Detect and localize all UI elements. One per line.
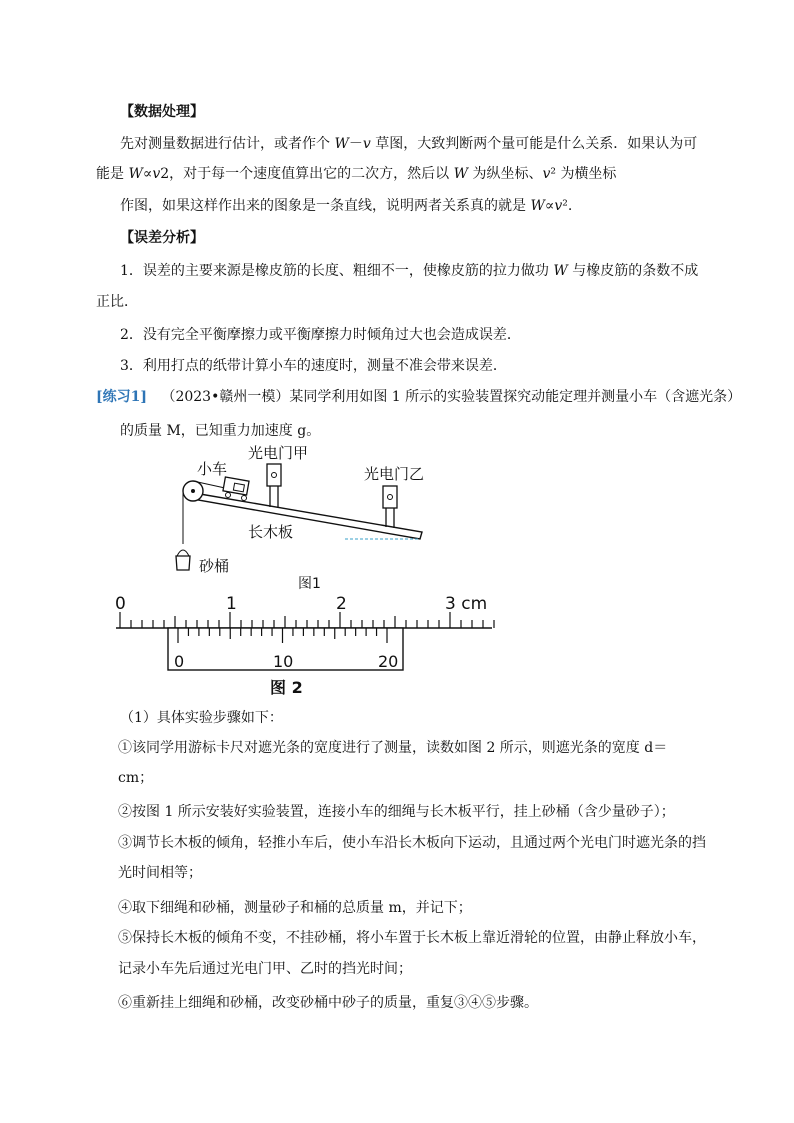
figure1-apparatus [170, 444, 440, 594]
cart-wheel [226, 493, 231, 498]
main-label: 0 [115, 594, 126, 614]
text: （2023•赣州一模）某同学利用如图 1 所示的实验装置探究动能定理并测量小车（含遮光条） [161, 389, 742, 405]
step-line: 记录小车先后通过光电门甲、乙时的挡光时间； [118, 961, 412, 977]
text: ∝ [544, 198, 555, 214]
sand-bucket-icon [176, 556, 190, 570]
text: 先对测量数据进行估计，或者作个 [120, 136, 335, 152]
paragraph-line [120, 135, 697, 153]
step-line: ⑥重新挂上细绳和砂桶，改变砂桶中砂子的质量，重复③④⑤步骤。 [118, 995, 538, 1011]
text: v [152, 166, 161, 182]
bucket-handle [177, 550, 189, 556]
text: ². [562, 198, 573, 214]
text: v [542, 166, 551, 182]
text: 1．误差的主要来源是橡皮筋的长度、粗细不一，使橡皮筋的拉力做功 [120, 263, 554, 279]
text: － [348, 136, 363, 152]
text: v [554, 198, 563, 214]
text: ² 为横坐标 [550, 166, 617, 182]
text: W [334, 136, 349, 152]
step-line: ④取下细绳和砂桶，测量砂子和桶的总质量 m，并记下； [118, 900, 472, 916]
step-line: ⑤保持长木板的倾角不变，不挂砂桶，将小车置于长木板上靠近滑轮的位置，由静止释放小车， [118, 930, 706, 946]
cart-wheel [242, 496, 247, 501]
vernier-label: 20 [378, 652, 399, 671]
steps-intro: （1）具体实验步骤如下： [120, 710, 283, 726]
photogate-a-sensor [272, 473, 277, 478]
text: v [362, 136, 371, 152]
vernier-label: 0 [174, 652, 185, 671]
text: 为纵坐标、 [468, 166, 543, 182]
text: 作图，如果这样作出来的图象是一条直线，说明两者关系真的就是 [120, 198, 531, 214]
figure2-caption: 图 2 [270, 678, 303, 697]
text: W [553, 263, 568, 279]
photogate-b-sensor [388, 495, 393, 500]
section-heading-error: 【误差分析】 [120, 230, 204, 246]
step-line: ③调节长木板的倾角，轻推小车后，使小车沿长木板向下运动，且通过两个光电门时遮光条的挡 [118, 835, 706, 851]
paragraph-line [96, 165, 616, 183]
text: 2，对于每一个速度值算出它的二次方，然后以 [160, 166, 454, 182]
paragraph-line: 的质量 M，已知重力加速度 g。 [120, 423, 321, 439]
text: ∝ [142, 166, 153, 182]
step-line: ②按图 1 所示安装好实验装置，连接小车的细绳与长木板平行，挂上砂桶（含少量砂子）； [118, 804, 675, 820]
exercise-tag: [练习1] [96, 389, 147, 405]
paragraph-line: 2．没有完全平衡摩擦力或平衡摩擦力时倾角过大也会造成误差． [120, 327, 521, 343]
label-car: 小车 [197, 460, 228, 478]
main-label: 2 [336, 594, 347, 614]
label-gate-b: 光电门乙 [364, 465, 425, 483]
cart-block [233, 483, 244, 492]
label-bucket: 砂桶 [199, 557, 230, 575]
vernier-label: 10 [273, 652, 294, 671]
pulley-axle [191, 489, 195, 493]
step-line: 光时间相等； [118, 865, 202, 881]
paragraph-line: 3．利用打点的纸带计算小车的速度时，测量不准会带来误差． [120, 358, 507, 374]
text: 与橡皮筋的条数不成 [567, 263, 699, 279]
main-label: 3 cm [445, 594, 488, 614]
label-board: 长木板 [248, 523, 294, 541]
text: W [530, 198, 545, 214]
paragraph-line: 正比． [96, 294, 138, 310]
text: W [453, 166, 468, 182]
text: 能是 [96, 166, 129, 182]
main-label: 1 [226, 594, 237, 614]
exercise-line [96, 388, 741, 406]
step-line: cm； [118, 770, 154, 786]
text: 草图，大致判断两个量可能是什么关系．如果认为可 [370, 136, 698, 152]
paragraph-line [120, 262, 698, 280]
figure1-caption: 图1 [298, 576, 321, 592]
step-line: ①该同学用游标卡尺对遮光条的宽度进行了测量，读数如图 2 所示，则遮光条的宽度 d＝ [118, 740, 668, 756]
section-heading-data: 【数据处理】 [120, 104, 204, 120]
label-gate-a: 光电门甲 [248, 444, 309, 462]
paragraph-line [120, 197, 572, 215]
text: W [128, 166, 143, 182]
figure2-vernier-caliper [110, 590, 500, 700]
